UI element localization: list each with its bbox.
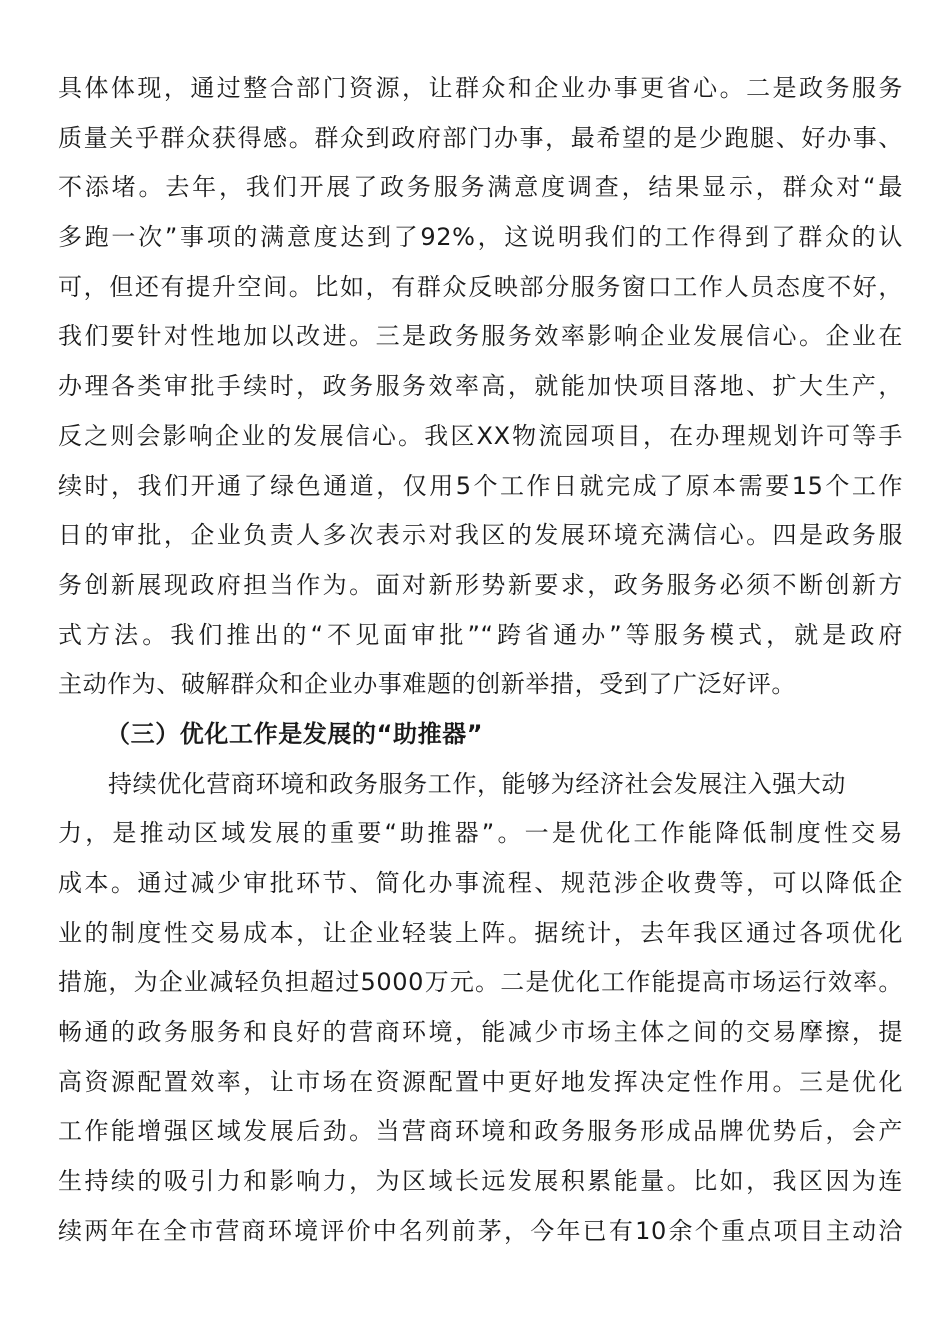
text-line: 日的审批，企业负责人多次表示对我区的发展环境充满信心。四是政务服: [58, 521, 903, 550]
text-line: 措施，为企业减轻负担超过5000万元。二是优化工作能提高市场运行效率。: [58, 968, 903, 997]
text-line: 工作能增强区域发展后劲。当营商环境和政务服务形成品牌优势后，会产: [58, 1117, 903, 1146]
text-line: 业的制度性交易成本，让企业轻装上阵。据统计，去年我区通过各项优化: [58, 918, 903, 947]
text-line: 主动作为、破解群众和企业办事难题的创新举措，受到了广泛好评。: [58, 670, 796, 699]
text-line: 具体体现，通过整合部门资源，让群众和企业办事更省心。二是政务服务: [58, 74, 903, 102]
text-line: 可，但还有提升空间。比如，有群众反映部分服务窗口工作人员态度不好，: [58, 272, 903, 301]
text-line: 多跑一次”事项的满意度达到了92%，这说明我们的工作得到了群众的认: [58, 223, 903, 252]
text-line: 式方法。我们推出的“不见面审批”“跨省通办”等服务模式，就是政府: [58, 620, 903, 649]
text-line: 质量关乎群众获得感。群众到政府部门办事，最希望的是少跑腿、好办事、: [58, 123, 903, 152]
text-line: 办理各类审批手续时，政务服务效率高，就能加快项目落地、扩大生产，: [58, 372, 903, 401]
text-line: 生持续的吸引力和影响力，为区域长远发展积累能量。比如，我区因为连: [58, 1167, 903, 1196]
text-line: 续两年在全市营商环境评价中名列前茅，今年已有10余个重点项目主动洽: [58, 1216, 903, 1245]
text-line: 反之则会影响企业的发展信心。我区XX物流园项目，在办理规划许可等手: [58, 421, 903, 450]
paragraph-first-line: 持续优化营商环境和政务服务工作，能够为经济社会发展注入强大动: [108, 769, 846, 798]
text-line: 续时，我们开通了绿色通道，仅用5个工作日就完成了原本需要15个工作: [58, 471, 903, 500]
text-line: 务创新展现政府担当作为。面对新形势新要求，政务服务必须不断创新方: [58, 570, 903, 599]
text-line: 不添堵。去年，我们开展了政务服务满意度调查，结果显示，群众对“最: [58, 173, 903, 202]
document-page: [58, 64, 903, 1257]
text-line: 高资源配置效率，让市场在资源配置中更好地发挥决定性作用。三是优化: [58, 1067, 903, 1096]
text-line: 畅通的政务服务和良好的营商环境，能减少市场主体之间的交易摩擦，提: [58, 1018, 903, 1047]
text-line: 我们要针对性地加以改进。三是政务服务效率影响企业发展信心。企业在: [58, 322, 903, 351]
text-line: 力，是推动区域发展的重要“助推器”。一是优化工作能降低制度性交易: [58, 819, 903, 848]
text-line: 成本。通过减少审批环节、简化办事流程、规范涉企收费等，可以降低企: [58, 869, 903, 897]
section-heading: （三）优化工作是发展的“助推器”: [106, 719, 484, 748]
